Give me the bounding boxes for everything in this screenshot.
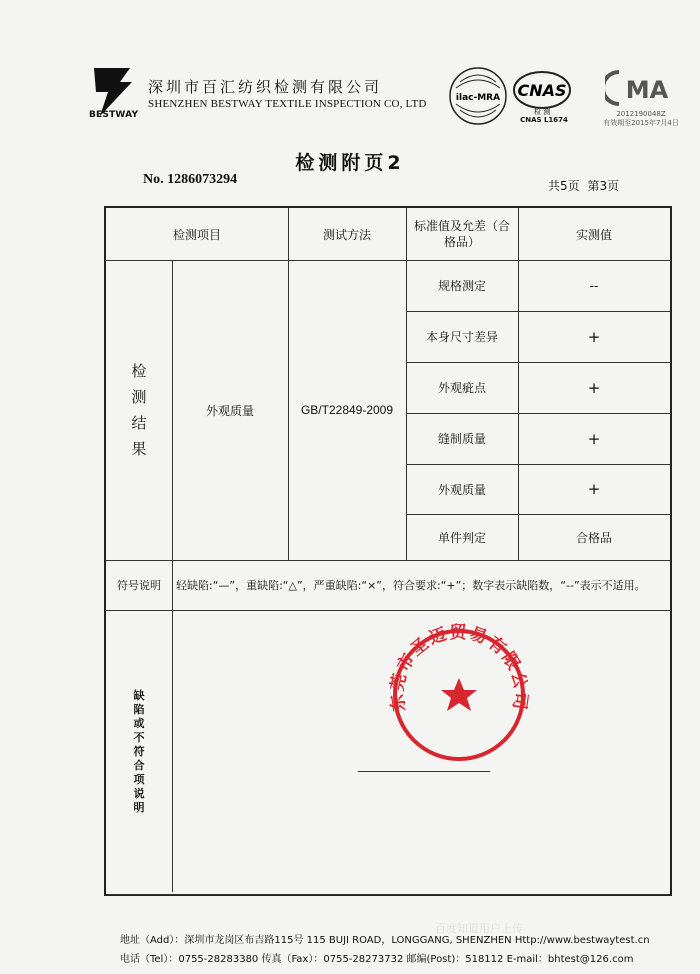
symbol-description: 轻缺陷:“—”，重缺陷:“△”，严重缺陷:“×”，符合要求:“+”；数字表示缺陷数，“--”表示不适用。: [176, 578, 646, 592]
svg-text:东莞市圣迈贸易有限公司: 东莞市圣迈贸易有限公司: [387, 622, 531, 713]
footer-address: 地址（Add）：深圳市龙岗区布吉路115号 115 BUJI ROAD，LONGGANG, SHENZHEN Http://www.bestwaytest.cn: [120, 935, 650, 946]
company-name-en: SHENZHEN BESTWAY TEXTILE INSPECTION CO, LTD: [148, 98, 427, 110]
row-name: 外观质量: [437, 482, 486, 497]
result-table: [104, 206, 672, 896]
report-number: No. 1286073294: [143, 172, 238, 187]
test-method: GB/T22849-2009: [300, 403, 394, 417]
page-indicator: 共5页 第3页: [548, 179, 620, 193]
svg-text:MA: MA: [625, 76, 669, 104]
row-value: +: [587, 429, 601, 448]
symbol-label: 符号说明: [117, 579, 161, 592]
header-method: 测试方法: [322, 227, 371, 242]
row-value: +: [587, 378, 601, 397]
row-value: +: [587, 327, 601, 346]
company-name-cn: 深圳市百汇纺织检测有限公司: [148, 78, 383, 96]
defect-label: 缺 陷 或 不 符 合 项 说 明: [133, 689, 145, 814]
cnas-logo-icon: [512, 68, 572, 116]
watermark: 百度知道用户上传: [435, 922, 523, 935]
brand-name: BESTWAY: [89, 110, 139, 120]
row-name: 本身尺寸差异: [425, 330, 498, 344]
section-label: 检 测 结 果: [131, 362, 147, 458]
header-item: 检测项目: [172, 227, 221, 242]
header-standard: 标准值及允差（合格品）: [413, 219, 510, 249]
svg-text:ilac-MRA: ilac-MRA: [455, 93, 501, 103]
ilac-mra-logo-icon: [448, 66, 508, 126]
cma-info: 2012190048Z 有效期至2015年7月4日: [603, 110, 679, 127]
row-value: 合格品: [575, 530, 612, 545]
signature-line: [358, 771, 490, 772]
svg-text:CNAS: CNAS: [517, 81, 567, 100]
row-name: 缝制质量: [437, 432, 486, 446]
row-value: +: [587, 480, 601, 498]
row-name: 外观疵点: [437, 381, 486, 395]
row-name: 单件判定: [437, 530, 486, 545]
footer-contact: 电话（Tel）：0755-28283380 传真（Fax）：0755-28273732 邮编(Post)：518112 E-mail：bhtest@126.com: [120, 954, 634, 965]
test-item: 外观质量: [205, 403, 254, 418]
svg-text:检 测: 检 测: [533, 108, 551, 116]
page-title: 检测附页2: [295, 152, 405, 174]
company-seal-icon: [384, 620, 534, 770]
header-measured: 实测值: [575, 227, 612, 242]
row-value: --: [589, 278, 599, 293]
cma-logo-icon: [605, 68, 675, 108]
row-name: 规格测定: [437, 279, 486, 293]
cnas-number: CNAS L1674: [520, 116, 568, 124]
